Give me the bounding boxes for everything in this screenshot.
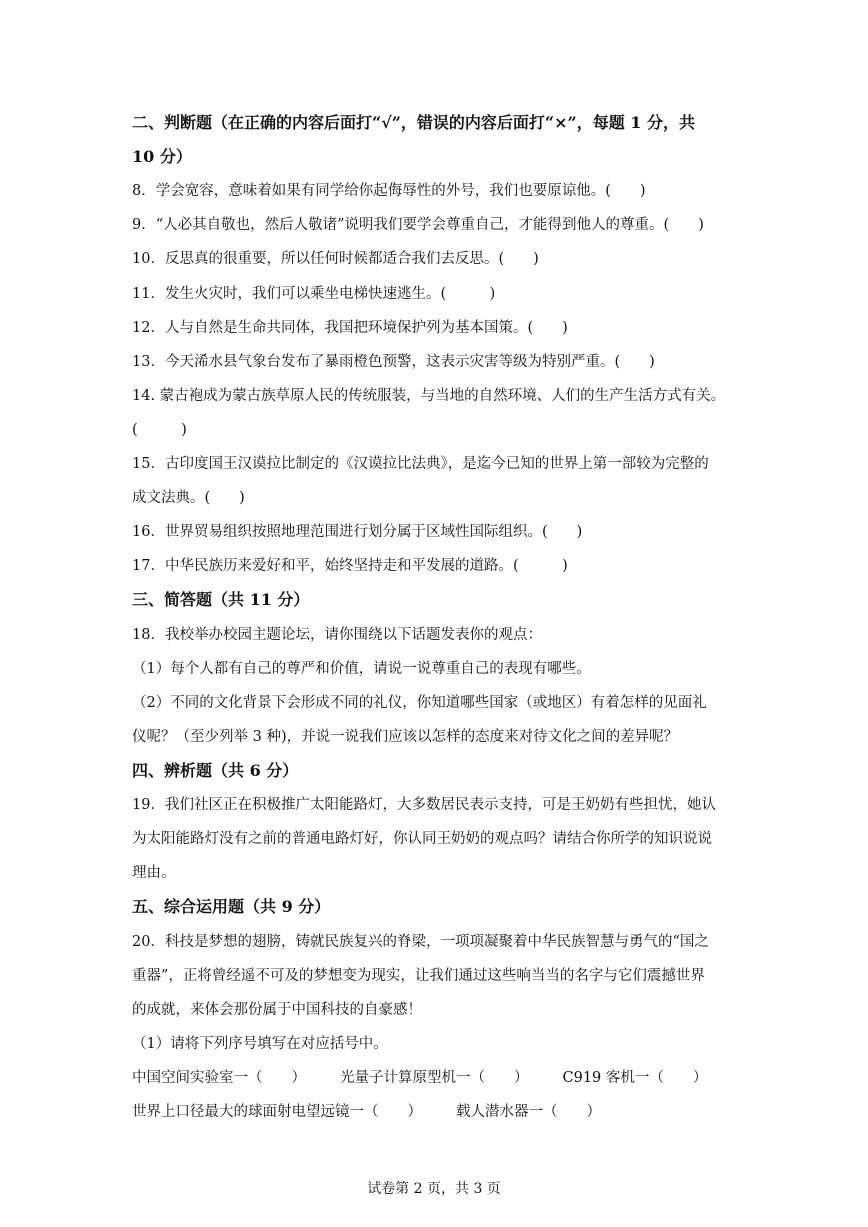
fill-blank-submersible: 载人潜水器一（ ） (456, 1104, 601, 1120)
section2-title-line1: 二、判断题（在正确的内容后面打“√”，错误的内容后面打“×”，每题 1 分，共 (132, 113, 696, 132)
fill-blank-space-lab: 中国空间实验室一（ ） (132, 1070, 306, 1086)
fill-blank-telescope: 世界上口径最大的球面射电望远镜一（ ） (132, 1104, 422, 1120)
question-14-line1: 14. 蒙古袍成为蒙古族草原人民的传统服装，与当地的自然环境、人们的生产生活方式有关。 (132, 388, 726, 404)
question-15-line1: 15．古印度国王汉谟拉比制定的《汉谟拉比法典》，是迄今已知的世界上第一部较为完整的 (132, 456, 709, 472)
fill-blank-quantum-computer: 光量子计算原型机一（ ） (340, 1070, 529, 1086)
section3-title: 三、简答题（共 11 分） (132, 590, 310, 609)
question-8: 8．学会宽容，意味着如果有同学给你起侮辱性的外号，我们也要原谅他。( ) (132, 183, 646, 199)
question-9: 9．“人必其自敬也，然后人敬诸”说明我们要学会尊重自己，才能得到他人的尊重。( ) (132, 217, 704, 233)
question-11: 11．发生火灾时，我们可以乘坐电梯快速逃生。( ) (132, 286, 496, 302)
question-18: 18．我校举办校园主题论坛，请你围绕以下话题发表你的观点： (132, 627, 542, 643)
fill-blank-row-1 (132, 1068, 748, 1088)
section2-title-line2: 10 分） (132, 147, 192, 166)
question-10: 10．反思真的很重要，所以任何时候都适合我们去反思。( ) (132, 251, 539, 267)
section4-title: 四、辨析题（共 6 分） (132, 761, 299, 780)
question-20-part1: （1）请将下列序号填写在对应括号中。 (132, 1036, 388, 1052)
question-18-part2-line2: 仪呢？（至少列举 3 种)，并说一说我们应该以怎样的态度来对待文化之间的差异呢？ (132, 729, 679, 745)
fill-blank-c919: C919 客机一（ ） (562, 1070, 708, 1086)
question-18-part2-line1: （2）不同的文化背景下会形成不同的礼仪，你知道哪些国家（或地区）有着怎样的见面礼 (132, 695, 707, 711)
question-19-line1: 19．我们社区正在积极推广太阳能路灯，大多数居民表示支持，可是王奶奶有些担忧，她认 (132, 797, 716, 813)
page-footer: 试卷第 2 页，共 3 页 (367, 1181, 501, 1197)
question-18-part1: （1）每个人都有自己的尊严和价值，请说一说尊重自己的表现有哪些。 (132, 661, 591, 677)
question-19-line2: 为太阳能路灯没有之前的普通电路灯好，你认同王奶奶的观点吗？请结合你所学的知识说说 (132, 831, 712, 847)
question-14-line2: ( ) (132, 422, 187, 438)
question-12: 12．人与自然是生命共同体，我国把环境保护列为基本国策。( ) (132, 320, 568, 336)
question-20-line2: 重器”，正将曾经遥不可及的梦想变为现实，让我们通过这些响当当的名字与它们震撼世界 (132, 968, 705, 984)
question-20-line3: 的成就，来体会那份属于中国科技的自豪感！ (132, 1002, 422, 1018)
question-19-line3: 理由。 (132, 865, 176, 881)
question-15-line2: 成文法典。( ) (132, 490, 245, 506)
section5-title: 五、综合运用题（共 9 分） (132, 897, 331, 916)
question-17: 17．中华民族历来爱好和平，始终坚持走和平发展的道路。( ) (132, 558, 568, 574)
fill-blank-row-2 (132, 1102, 748, 1122)
question-20-line1: 20．科技是梦想的翅膀，铸就民族复兴的脊梁，一项项凝聚着中华民族智慧与勇气的“国之 (132, 934, 709, 950)
question-16: 16．世界贸易组织按照地理范围进行划分属于区域性国际组织。( ) (132, 524, 583, 540)
question-13: 13．今天浠水县气象台发布了暴雨橙色预警，这表示灾害等级为特别严重。( ) (132, 354, 655, 370)
